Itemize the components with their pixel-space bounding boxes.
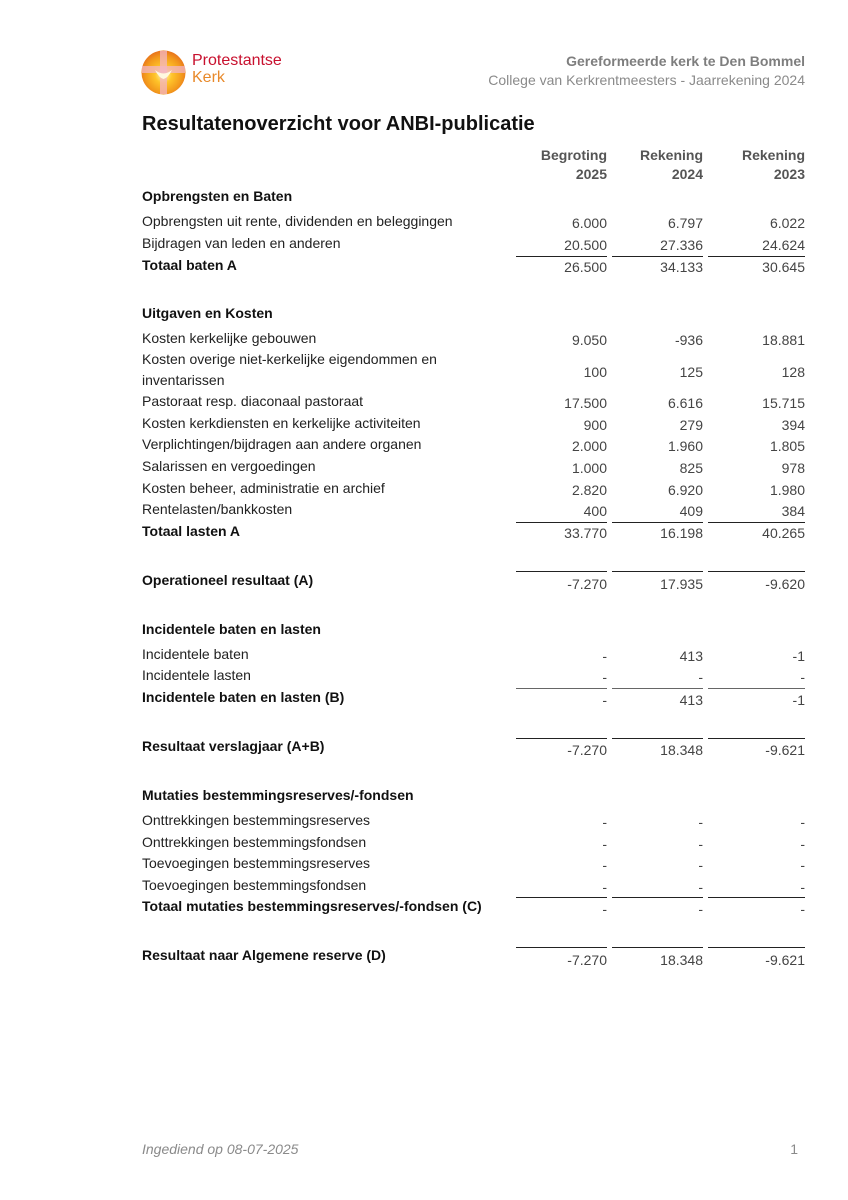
subtotal-rule xyxy=(516,897,607,898)
row-label: Pastoraat resp. diaconaal pastoraat xyxy=(142,393,364,409)
year-result-value: -9.621 xyxy=(765,742,805,758)
row-value: - xyxy=(698,879,703,895)
total-value: 413 xyxy=(679,692,703,708)
result-rule xyxy=(708,571,805,572)
organization-name: Gereformeerde kerk te Den Bommel xyxy=(566,53,805,69)
subtotal-rule xyxy=(612,522,703,523)
total-value: - xyxy=(698,901,703,917)
row-value: 2.820 xyxy=(571,482,607,498)
row-value: 400 xyxy=(583,503,607,519)
section-heading-baten: Opbrengsten en Baten xyxy=(142,188,293,204)
result-rule xyxy=(708,738,805,739)
total-value: 30.645 xyxy=(762,259,805,275)
row-value: 128 xyxy=(781,364,805,380)
result-rule xyxy=(516,947,607,948)
operational-result-label: Operationeel resultaat (A) xyxy=(142,572,314,588)
row-value: 825 xyxy=(679,460,703,476)
row-label-continued: inventarissen xyxy=(142,372,225,388)
general-reserve-result-value: 18.348 xyxy=(660,952,703,968)
row-value: - xyxy=(800,879,805,895)
row-label: Verplichtingen/bijdragen aan andere organen xyxy=(142,436,422,452)
row-value: 394 xyxy=(781,417,805,433)
logo-line1: Protestantse xyxy=(192,52,282,69)
row-label: Toevoegingen bestemmingsreserves xyxy=(142,855,371,871)
row-value: - xyxy=(698,814,703,830)
row-value: - xyxy=(602,857,607,873)
row-label: Kosten overige niet-kerkelijke eigendommen en xyxy=(142,351,437,367)
row-label: Incidentele baten xyxy=(142,646,249,662)
row-value: 2.000 xyxy=(571,438,607,454)
result-rule xyxy=(708,947,805,948)
row-value: 17.500 xyxy=(564,395,607,411)
row-value: - xyxy=(602,669,607,685)
row-label: Kosten kerkelijke gebouwen xyxy=(142,330,317,346)
logo-wordmark xyxy=(192,52,282,86)
page-header xyxy=(488,52,805,90)
total-value: 26.500 xyxy=(564,259,607,275)
section-heading-mutaties: Mutaties bestemmingsreserves/-fondsen xyxy=(142,787,414,803)
row-value: 9.050 xyxy=(571,332,607,348)
total-value: 33.770 xyxy=(564,525,607,541)
subtotal-rule xyxy=(708,897,805,898)
submitted-date: Ingediend op 08-07-2025 xyxy=(142,1141,299,1157)
operational-result-value: -9.620 xyxy=(765,576,805,592)
row-value: 413 xyxy=(679,648,703,664)
column-header-rekening-2023: Rekening 2023 xyxy=(741,147,805,182)
row-value: - xyxy=(800,669,805,685)
row-label: Bijdragen van leden en anderen xyxy=(142,235,341,251)
general-reserve-result-value: -9.621 xyxy=(765,952,805,968)
subtotal-rule xyxy=(612,897,703,898)
row-value: - xyxy=(698,669,703,685)
row-value: 6.920 xyxy=(667,482,703,498)
row-value: - xyxy=(698,857,703,873)
row-value: 18.881 xyxy=(762,332,805,348)
row-value: - xyxy=(800,836,805,852)
column-headers xyxy=(142,146,806,186)
result-rule xyxy=(612,947,703,948)
row-label: Incidentele lasten xyxy=(142,667,251,683)
row-value: 279 xyxy=(679,417,703,433)
total-value: 16.198 xyxy=(660,525,703,541)
row-value: 1.980 xyxy=(769,482,805,498)
year-result-value: 18.348 xyxy=(660,742,703,758)
general-reserve-result-value: -7.270 xyxy=(567,952,607,968)
row-value: 6.000 xyxy=(571,215,607,231)
row-label: Kosten kerkdiensten en kerkelijke activiteiten xyxy=(142,415,421,431)
row-value: 6.797 xyxy=(667,215,703,231)
row-value: 1.960 xyxy=(667,438,703,454)
result-rule xyxy=(516,738,607,739)
total-value: - xyxy=(602,901,607,917)
protestantse-kerk-logo-icon xyxy=(141,50,186,95)
row-label: Kosten beheer, administratie en archief xyxy=(142,480,385,496)
total-value: -1 xyxy=(792,692,805,708)
operational-result-value: 17.935 xyxy=(660,576,703,592)
row-label: Onttrekkingen bestemmingsreserves xyxy=(142,812,370,828)
row-label: Opbrengsten uit rente, dividenden en beleggingen xyxy=(142,213,453,229)
row-value: 125 xyxy=(679,364,703,380)
row-label: Salarissen en vergoedingen xyxy=(142,458,316,474)
subtotal-rule xyxy=(708,256,805,257)
logo-line2: Kerk xyxy=(192,69,225,86)
row-value: - xyxy=(800,857,805,873)
row-value: - xyxy=(602,836,607,852)
year-result-value: -7.270 xyxy=(567,742,607,758)
page-title: Resultatenoverzicht voor ANBI-publicatie xyxy=(142,113,535,135)
row-value: - xyxy=(602,648,607,664)
total-value: 40.265 xyxy=(762,525,805,541)
row-label: Toevoegingen bestemmingsfondsen xyxy=(142,877,367,893)
row-value: - xyxy=(602,814,607,830)
row-value: 384 xyxy=(781,503,805,519)
total-label: Totaal mutaties bestemmingsreserves/-fondsen (C) xyxy=(142,898,482,914)
operational-result-value: -7.270 xyxy=(567,576,607,592)
total-label: Totaal lasten A xyxy=(142,523,241,539)
row-value: - xyxy=(698,836,703,852)
document-subtitle: College van Kerkrentmeesters - Jaarrekening 2024 xyxy=(488,72,805,88)
section-heading-incidenteel: Incidentele baten en lasten xyxy=(142,621,321,637)
total-label: Totaal baten A xyxy=(142,257,237,273)
row-value: 6.022 xyxy=(769,215,805,231)
row-value: 20.500 xyxy=(564,237,607,253)
row-value: - xyxy=(602,879,607,895)
total-value: 34.133 xyxy=(660,259,703,275)
row-value: -936 xyxy=(674,332,703,348)
row-label: Onttrekkingen bestemmingsfondsen xyxy=(142,834,367,850)
total-value: - xyxy=(602,692,607,708)
column-header-rekening-2024: Rekening 2024 xyxy=(639,147,703,182)
subtotal-rule xyxy=(516,522,607,523)
subtotal-rule xyxy=(516,256,607,257)
row-value: 409 xyxy=(679,503,703,519)
result-rule xyxy=(612,571,703,572)
general-reserve-result-label: Resultaat naar Algemene reserve (D) xyxy=(142,947,386,963)
subtotal-rule xyxy=(708,688,805,689)
row-value: 1.805 xyxy=(769,438,805,454)
row-value: 24.624 xyxy=(762,237,805,253)
subtotal-rule xyxy=(612,256,703,257)
result-rule xyxy=(612,738,703,739)
row-value: 1.000 xyxy=(571,460,607,476)
year-result-label: Resultaat verslagjaar (A+B) xyxy=(142,738,325,754)
row-label: Rentelasten/bankkosten xyxy=(142,501,293,517)
row-value: -1 xyxy=(792,648,805,664)
row-value: 978 xyxy=(781,460,805,476)
row-value: 15.715 xyxy=(762,395,805,411)
row-value: 100 xyxy=(583,364,607,380)
row-value: - xyxy=(800,814,805,830)
row-value: 900 xyxy=(583,417,607,433)
row-value: 27.336 xyxy=(660,237,703,253)
total-value: - xyxy=(800,901,805,917)
page-number: 1 xyxy=(790,1141,798,1157)
column-header-begroting-2025: Begroting 2025 xyxy=(540,147,607,182)
subtotal-rule xyxy=(708,522,805,523)
subtotal-rule xyxy=(612,688,703,689)
row-value: 6.616 xyxy=(667,395,703,411)
section-heading-lasten: Uitgaven en Kosten xyxy=(142,305,273,321)
result-rule xyxy=(516,571,607,572)
results-table xyxy=(142,146,806,186)
total-label: Incidentele baten en lasten (B) xyxy=(142,689,345,705)
subtotal-rule xyxy=(516,688,607,689)
